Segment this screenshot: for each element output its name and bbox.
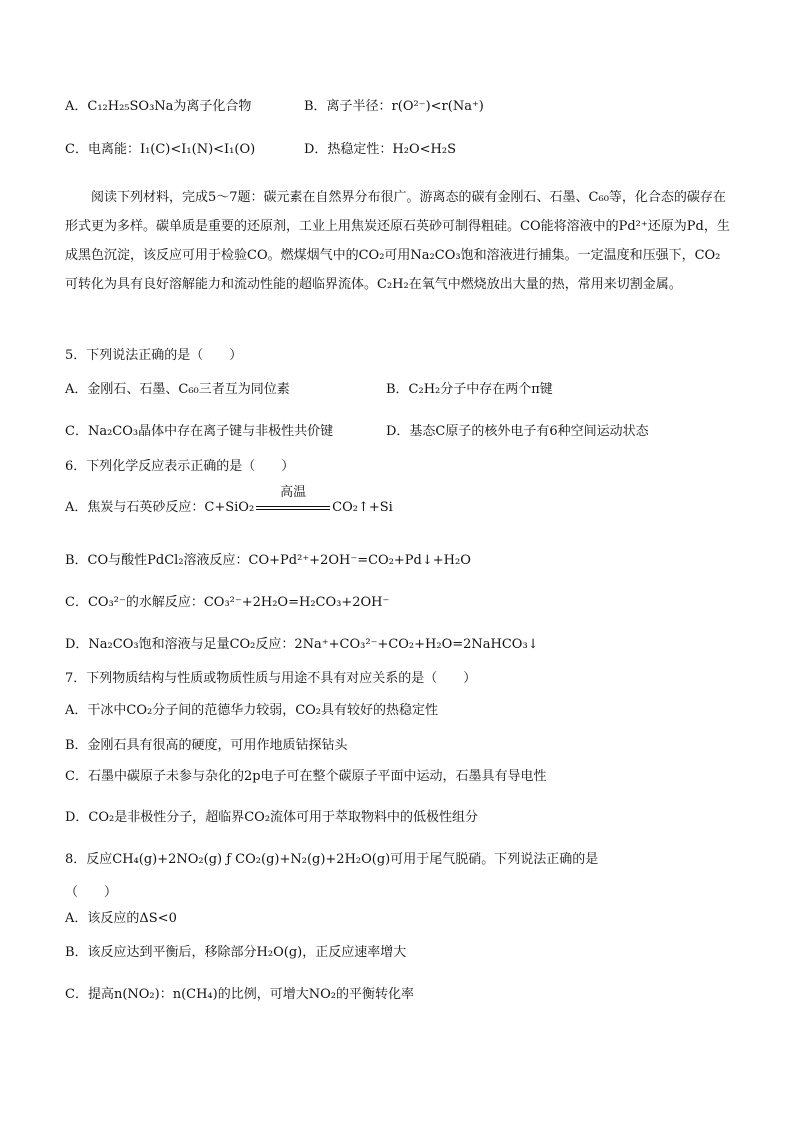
q5-option-a: A．金刚石、石墨、C₆₀三者互为同位素 bbox=[65, 382, 290, 397]
q8-option-a: A．该反应的ΔS<0 bbox=[65, 911, 177, 926]
q8-option-c: C．提高n(NO₂)：n(CH₄)的比例，可增大NO₂的平衡转化率 bbox=[65, 987, 414, 1002]
q5-stem: 5．下列说法正确的是（ ） bbox=[65, 348, 243, 363]
q6-option-a bbox=[65, 484, 393, 517]
q7-option-b: B．金刚石具有很高的硬度，可用作地质钻探钻头 bbox=[65, 738, 348, 753]
q8-stem-blank: （ ） bbox=[65, 885, 118, 900]
q4-option-c: C．电离能：I₁(C)<I₁(N)<I₁(O) bbox=[65, 142, 256, 157]
q8-option-b: B．该反应达到平衡后，移除部分H₂O(g)，正反应速率增大 bbox=[65, 945, 407, 960]
q6-a-reactants: A．焦炭与石英砂反应：C+SiO₂ bbox=[65, 500, 255, 515]
q7-option-a: A．干冰中CO₂分子间的范德华力较弱，CO₂具有较好的热稳定性 bbox=[65, 703, 439, 718]
reaction-condition-label: 高温 bbox=[280, 484, 307, 500]
q6-stem: 6．下列化学反应表示正确的是（ ） bbox=[65, 459, 295, 474]
q4-option-d: D．热稳定性：H₂O<H₂S bbox=[304, 142, 456, 157]
q7-option-c: C．石墨中碳原子未参与杂化的2p电子可在整个碳原子平面中运动，石墨具有导电性 bbox=[65, 769, 547, 784]
reading-passage: 阅读下列材料，完成5～7题：碳元素在自然界分布很广。游离态的碳有金刚石、石墨、C₆₀等，化合态的碳存在形式更为多样。碳单质是重要的还原剂，工业上用焦炭还原石英砂可制得粗硅。CO能将溶液中的Pd²⁺还原为Pd，生成黑色沉淀，该反应可用于检验CO。燃煤烟气中的CO₂可用Na₂CO₃饱和溶液进行捕集。一定温度和压强下，CO₂可转化为具有良好溶解能力和流动性能的超临界流体。C₂H₂在氧气中燃烧放出大量的热，常用来切割金属。 bbox=[65, 190, 730, 292]
q7-stem: 7．下列物质结构与性质或物质性质与用途不具有对应关系的是（ ） bbox=[65, 671, 477, 686]
q6-option-d: D．Na₂CO₃饱和溶液与足量CO₂反应：2Na⁺+CO₃²⁻+CO₂+H₂O=2NaHCO₃↓ bbox=[65, 637, 539, 652]
q5-option-c: C．Na₂CO₃晶体中存在离子键与非极性共价键 bbox=[65, 424, 334, 439]
q5-option-d: D．基态C原子的核外电子有6种空间运动状态 bbox=[386, 424, 649, 439]
q4-option-b: B．离子半径：r(O²⁻)<r(Na⁺) bbox=[304, 99, 484, 114]
reaction-condition-arrow bbox=[256, 484, 330, 516]
q8-stem: 8．反应CH₄(g)+2NO₂(g) ƒ CO₂(g)+N₂(g)+2H₂O(g)可用于尾气脱硝。下列说法正确的是 bbox=[65, 852, 599, 867]
q6-a-products: CO₂↑+Si bbox=[332, 500, 393, 515]
q6-option-c: C．CO₃²⁻的水解反应：CO₃²⁻+2H₂O=H₂CO₃+2OH⁻ bbox=[65, 595, 390, 610]
q7-option-d: D．CO₂是非极性分子，超临界CO₂流体可用于萃取物料中的低极性组分 bbox=[65, 810, 479, 825]
q6-option-b: B．CO与酸性PdCl₂溶液反应：CO+Pd²⁺+2OH⁻=CO₂+Pd↓+H₂O bbox=[65, 553, 471, 568]
q5-option-b: B．C₂H₂分子中存在两个π键 bbox=[386, 382, 553, 397]
q4-option-a: A．C₁₂H₂₅SO₃Na为离子化合物 bbox=[65, 99, 252, 114]
